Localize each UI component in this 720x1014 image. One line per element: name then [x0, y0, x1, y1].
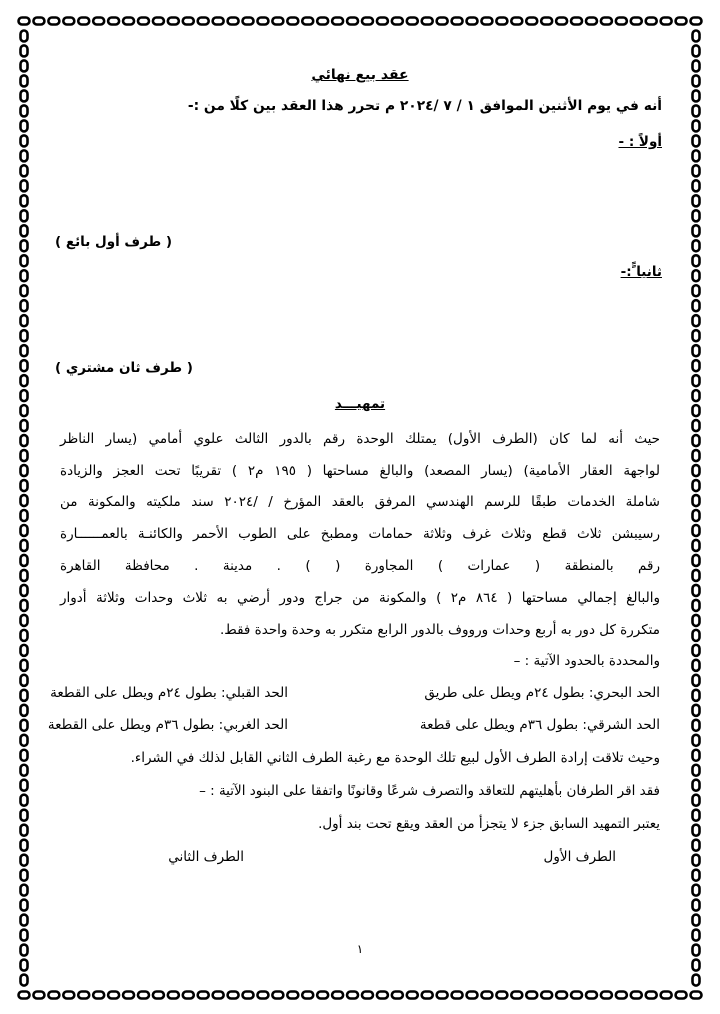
body-line-4: رسيبشن ثلاث قطع وثلاث غرف وثلاثة حمامات ومطبخ على الطوب الأحمر والكائنـة بالعمــــــارة: [60, 526, 660, 542]
body-line-12: فقد اقر الطرفان بأهليتهم للتعاقد والتصرف شرعًا وقانونًا واتفقا على البنود الآتية : –: [199, 783, 660, 799]
signature-second-party: الطرف الثاني: [168, 849, 244, 865]
border-south: الحد القبلي: بطول ٢٤م ويطل على القطعة: [50, 685, 288, 701]
body-line-13: يعتبر التمهيد السابق جزء لا يتجزأ من العقد ويقع تحت بند أول.: [318, 816, 660, 832]
second-party-heading: ثانيا ًً:-: [620, 264, 662, 280]
body-line-5: رقم بالمنطقة ( عمارات ) المجاورة ( ) . مدينة . محافظة القاهرة: [60, 558, 660, 574]
preamble-heading: تمهيـــد: [334, 396, 386, 412]
signature-first-party: الطرف الأول: [543, 849, 616, 865]
body-line-8: والمحددة بالحدود الآتية : –: [513, 653, 660, 669]
second-party-label: ( طرف ثان مشتري ): [55, 360, 193, 376]
contract-title: عقد بيع نهائي: [311, 67, 409, 83]
page-number: ١: [356, 942, 364, 956]
body-line-1: حيث أنه لما كان (الطرف الأول) يمتلك الوحدة رقم بالدور الثالث علوي أمامي (يسار الناظر: [60, 431, 660, 447]
first-party-heading: أولاً : -: [618, 134, 662, 150]
body-line-2: لواجهة العقار الأمامية) (يسار المصعد) والبالغ مساحتها ( ١٩٥ م٢ ) تقريبًا تحت العجز والزيادة: [60, 463, 660, 479]
first-party-label: ( طرف أول بائع ): [55, 234, 173, 250]
border-north: الحد البحري: بطول ٢٤م ويطل على طريق: [424, 685, 660, 701]
body-line-11: وحيث تلاقت إرادة الطرف الأول لبيع تلك الوحدة مع رغبة الطرف الثاني القابل لذلك في الشراء.: [130, 750, 660, 766]
body-line-3: شاملة الخدمات طبقًا للرسم الهندسي المرفق بالعقد المؤرخ / /٢٠٢٤ سند ملكيته والمكونة من: [60, 494, 660, 510]
border-east: الحد الشرقي: بطول ٣٦م ويطل على قطعة: [419, 717, 660, 733]
intro-line: أنه في يوم الأثنين الموافق ١ / ٧ /٢٠٢٤ م تحرر هذا العقد بين كلًا من :-: [187, 98, 662, 114]
body-line-7: متكررة كل دور به أربع وحدات ورووف بالدور الرابع متكرر به وحدة واحدة فقط.: [219, 622, 660, 638]
border-west: الحد الغربي: بطول ٣٦م ويطل على القطعة: [47, 717, 288, 733]
body-line-6: والبالغ إجمالي مساحتها ( ٨٦٤ م٢ ) والمكونة من جراج ودور أرضي به ثلاث وحدات وثلاثة أدوار: [60, 590, 660, 606]
